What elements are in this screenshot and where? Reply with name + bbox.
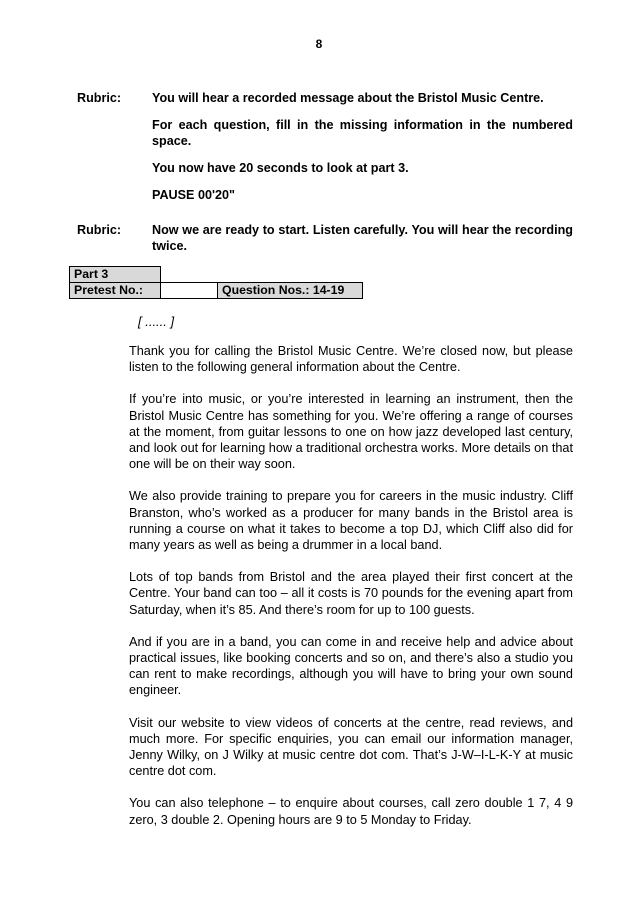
rubric-line: Now we are ready to start. Listen carefully. You will hear the recording twice. — [152, 223, 573, 253]
rubric-line: For each question, fill in the missing information in the numbered space. — [152, 118, 573, 148]
omitted-text-marker: [ ...... ] — [138, 314, 175, 329]
rubric-body — [152, 222, 573, 254]
rubric-instructions — [77, 90, 573, 214]
pretest-label: Pretest No.: — [70, 283, 161, 299]
part-info-table — [69, 266, 363, 299]
transcript-paragraph: You can also telephone – to enquire about courses, call zero double 1 7, 4 9 zero, 3 double 2. Opening hours are 9 to 5 Monday to Friday. — [129, 796, 573, 827]
transcript-paragraph: And if you are in a band, you can come in and receive help and advice about practical issues, like booking concerts and so on, and there’s also a studio you can rent to make recordings, although you will have to bring your own sound engineer. — [129, 634, 573, 698]
part-label: Part 3 — [70, 267, 161, 283]
rubric-start — [77, 222, 573, 265]
rubric-body — [152, 90, 573, 203]
page-number: 8 — [315, 37, 323, 51]
rubric-line: You now have 20 seconds to look at part 3. — [152, 161, 409, 175]
rubric-label: Rubric: — [77, 223, 122, 237]
transcript-paragraph: Thank you for calling the Bristol Music Centre. We’re closed now, but please listen to the following general information about the Centre. — [129, 344, 573, 375]
transcript-paragraph: Lots of top bands from Bristol and the area played their first concert at the Centre. Your band can too – all it costs is 70 pounds for the evening apart from Saturday, when it’s 85. And there’s room for up to 100 guests. — [129, 570, 573, 617]
table-cell-empty — [161, 267, 363, 283]
table-row — [70, 283, 363, 299]
transcript — [129, 343, 573, 844]
table-row — [70, 267, 363, 283]
rubric-label: Rubric: — [77, 91, 122, 105]
transcript-paragraph: Visit our website to view videos of concerts at the centre, read reviews, and much more. For specific enquiries, you can email our information manager, Jenny Wilky, on J Wilky at music centre dot com. That’s J-W–I-L-K-Y at music centre dot com. — [129, 715, 573, 779]
pretest-value — [161, 283, 218, 299]
rubric-line: PAUSE 00'20" — [152, 188, 235, 202]
rubric-line: You will hear a recorded message about the Bristol Music Centre. — [152, 91, 544, 105]
transcript-paragraph: We also provide training to prepare you for careers in the music industry. Cliff Branston, who’s worked as a producer for many bands in the Bristol area is running a course on what it takes to become a top DJ, which Cliff also did for many years as well as being a drummer in a local band. — [129, 489, 573, 553]
question-numbers: Question Nos.: 14-19 — [218, 283, 363, 299]
transcript-paragraph: If you’re into music, or you’re interested in learning an instrument, then the Bristol Music Centre has something for you. We’re offering a range of courses at the moment, from guitar lessons to one on how jazz developed last century, and look out for learning how a traditional orchestra works. More details on that one will be on their way soon. — [129, 392, 573, 472]
